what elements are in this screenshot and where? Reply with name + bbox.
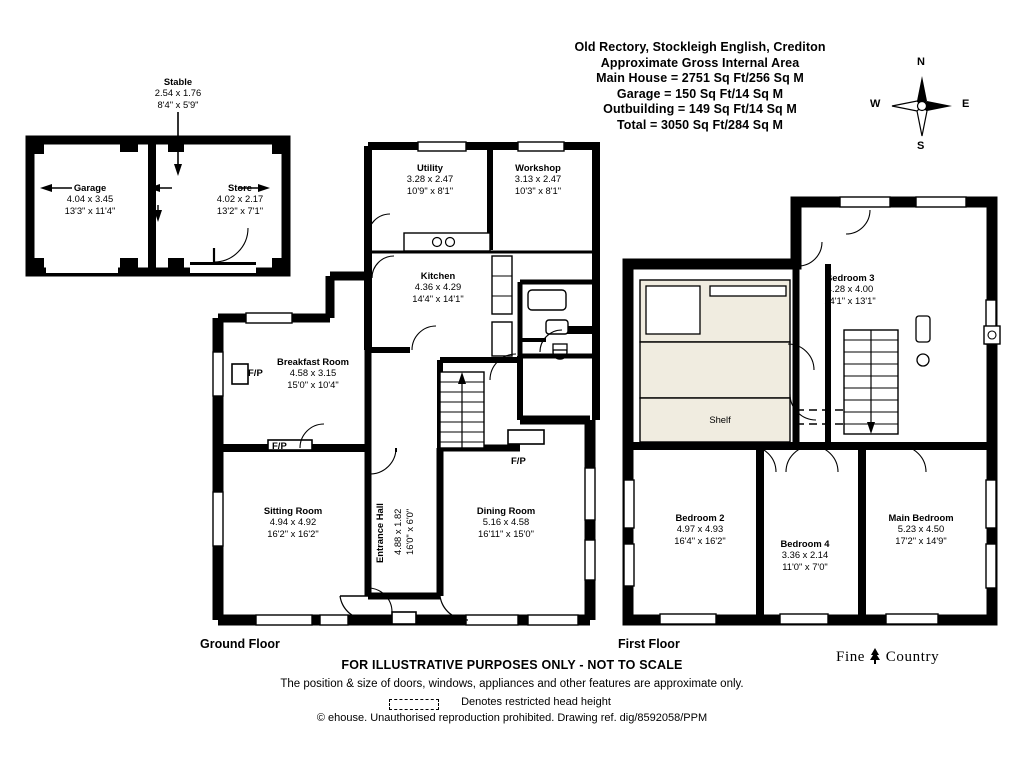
room-label-dining-room: Dining Room 5.16 x 4.58 16'11" x 15'0" (476, 505, 536, 539)
room-label-store: Store 4.02 x 2.17 13'2" x 7'1" (216, 182, 264, 216)
title-line-5: Outbuilding = 149 Sq Ft/14 Sq M (603, 102, 797, 116)
footer-line-1: FOR ILLUSTRATIVE PURPOSES ONLY - NOT TO SCALE (341, 658, 683, 672)
room-label-entrance-hall-imperial: 16'0" x 6'0" (404, 508, 415, 556)
title-line-4: Garage = 150 Sq Ft/14 Sq M (616, 86, 784, 101)
compass-rose (870, 56, 970, 154)
room-label-entrance-hall-metric: 4.88 x 1.82 (392, 508, 403, 556)
room-label-entrance-hall: Entrance Hall (374, 503, 385, 563)
room-label-stable: Stable 2.54 x 1.76 8'4" x 5'9" (154, 76, 202, 110)
title-line-3: Main House = 2751 Sq Ft/256 Sq M (596, 71, 804, 85)
room-label-kitchen: Kitchen 4.36 x 4.29 14'4" x 14'1" (412, 270, 464, 304)
room-label-garage: Garage 4.04 x 3.45 13'3" x 11'4" (64, 182, 116, 216)
ground-floor-stairs (440, 372, 484, 448)
title-line-1: Old Rectory, Stockleigh English, Crediton (574, 40, 826, 54)
compass-label-south: S (917, 140, 925, 152)
room-label-main-bedroom: Main Bedroom 5.23 x 4.50 17'2" x 14'9" (888, 512, 954, 546)
room-label-utility: Utility 3.28 x 2.47 10'9" x 8'1" (406, 162, 454, 196)
footer-copyright: © ehouse. Unauthorised reproduction prohibited. Drawing ref. dig/8592058/PPM (316, 712, 708, 724)
fireplace-label-breakfast: F/P (248, 368, 263, 379)
brand-fine: Fine (836, 649, 866, 665)
first-floor-label: First Floor (618, 637, 680, 651)
first-floor-stairs (844, 330, 898, 434)
compass-label-east: E (962, 98, 970, 110)
compass-label-north: N (917, 56, 925, 68)
room-label-bedroom-3: Bedroom 3 4.28 x 4.00 14'1" x 13'1" (824, 272, 876, 306)
room-label-bedroom-4: Bedroom 4 3.36 x 2.14 11'0" x 7'0" (780, 538, 830, 572)
brand-country: Country (885, 649, 940, 665)
room-label-sitting-room: Sitting Room 4.94 x 4.92 16'2" x 16'2" (263, 505, 323, 539)
footer-line-2: The position & size of doors, windows, appliances and other features are approximate only. (280, 678, 744, 690)
restricted-head-height-label: Denotes restricted head height (461, 696, 611, 708)
compass-label-west: W (870, 98, 881, 110)
fireplace-label-sitting: F/P (272, 441, 287, 452)
shelf-label: Shelf (709, 414, 731, 425)
first-floor-plan (600, 180, 1024, 650)
title-line-2: Approximate Gross Internal Area (600, 55, 800, 70)
title-line-6: Total = 3050 Sq Ft/284 Sq M (616, 117, 784, 132)
footer-key-line (0, 696, 1024, 708)
room-label-breakfast-room: Breakfast Room 4.58 x 3.15 15'0" x 10'4" (277, 356, 349, 390)
fireplace-label-dining: F/P (511, 456, 526, 467)
ground-floor-label: Ground Floor (200, 637, 280, 651)
room-label-workshop: Workshop 3.13 x 2.47 10'3" x 8'1" (514, 162, 562, 196)
restricted-head-height-swatch (389, 699, 439, 710)
room-label-bedroom-2: Bedroom 2 4.97 x 4.93 16'4" x 16'2" (674, 512, 726, 546)
